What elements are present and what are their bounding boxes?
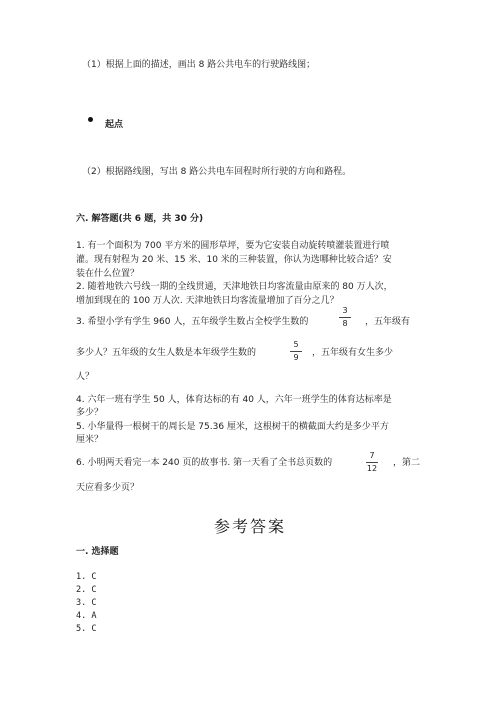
fraction-numerator: 3 [342, 306, 348, 315]
fraction-five-ninths [288, 340, 304, 363]
fraction-bar [290, 351, 302, 352]
fraction-bar [339, 317, 351, 318]
problem-6-text-c: 天应看多少页？ [76, 483, 140, 493]
problem-5-line-1: 5. 小华量得一根树干的周长是 75.36 厘米，这根树干的横截面大约是多少平方 [76, 422, 389, 432]
problem-4-line-1: 4. 六年一班有学生 50 人，体育达标的有 40 人，六年一班学生的体育达标率是 [76, 395, 392, 405]
problem-3-text-b: ，五年级有 [365, 317, 411, 327]
problem-3-text-d: ，五年级有女生多少 [312, 348, 394, 358]
fraction-bar [366, 462, 378, 463]
answer-section-title: 一. 选择题 [76, 547, 119, 557]
answer-item: 4. A [76, 611, 97, 621]
answer-item: 5. C [76, 624, 97, 634]
problem-4-line-2: 多少？ [76, 408, 104, 418]
question-2-instruction: （2）根据路线图，写出 8 路公共电车回程时所行驶的方向和路程。 [82, 167, 352, 177]
problem-2-line-1: 2. 随着地铁六号线一期的全线贯通，天津地铁日均客流量由原来的 80 万人次， [76, 282, 393, 292]
fraction-denominator: 8 [342, 319, 348, 328]
answer-item: 2. C [76, 585, 97, 595]
problem-1-line-2: 灌。现有射程为 20 米、15 米、10 米的三种装置，你认为选哪种比较合适？安 [76, 255, 392, 265]
fraction-three-eighths [337, 306, 353, 329]
problem-6-text-b: ，第二 [393, 458, 421, 468]
answer-key-title: 参考答案 [213, 517, 286, 536]
fraction-denominator: 12 [366, 464, 378, 473]
problem-3-text-e: 人？ [76, 372, 95, 382]
problem-3-text-a: 3. 希望小学有学生 960 人，五年级学生数占全校学生数的 [76, 317, 309, 327]
fraction-numerator: 5 [293, 340, 299, 349]
problem-5-line-2: 厘米？ [76, 435, 104, 445]
problem-1-line-1: 1. 有一个面积为 700 平方米的圆形草坪，要为它安装自动旋转喷灌装置进行喷 [76, 241, 390, 251]
fraction-denominator: 9 [293, 353, 299, 362]
fraction-numerator: 7 [369, 451, 375, 460]
start-point-label: 起点 [105, 120, 124, 130]
answer-item: 3. C [76, 598, 97, 608]
question-1-instruction: （1）根据上面的描述，画出 8 路公共电车的行驶路线图； [82, 60, 316, 70]
problem-2-line-2: 增加到现在的 100 万人次. 天津地铁日均客流量增加了百分之几？ [76, 296, 339, 306]
fraction-seven-twelfths [364, 451, 380, 474]
problem-3-text-c: 多少人？五年级的女生人数是本年级学生数的 [76, 348, 257, 358]
problem-1-line-3: 装在什么位置？ [76, 269, 140, 279]
answer-item: 1. C [76, 572, 97, 582]
section-six-title: 六. 解答题(共 6 题，共 30 分) [76, 214, 204, 224]
start-point-dot [88, 117, 93, 122]
problem-6-text-a: 6. 小明两天看完一本 240 页的故事书. 第一天看了全书总页数的 [76, 458, 333, 468]
